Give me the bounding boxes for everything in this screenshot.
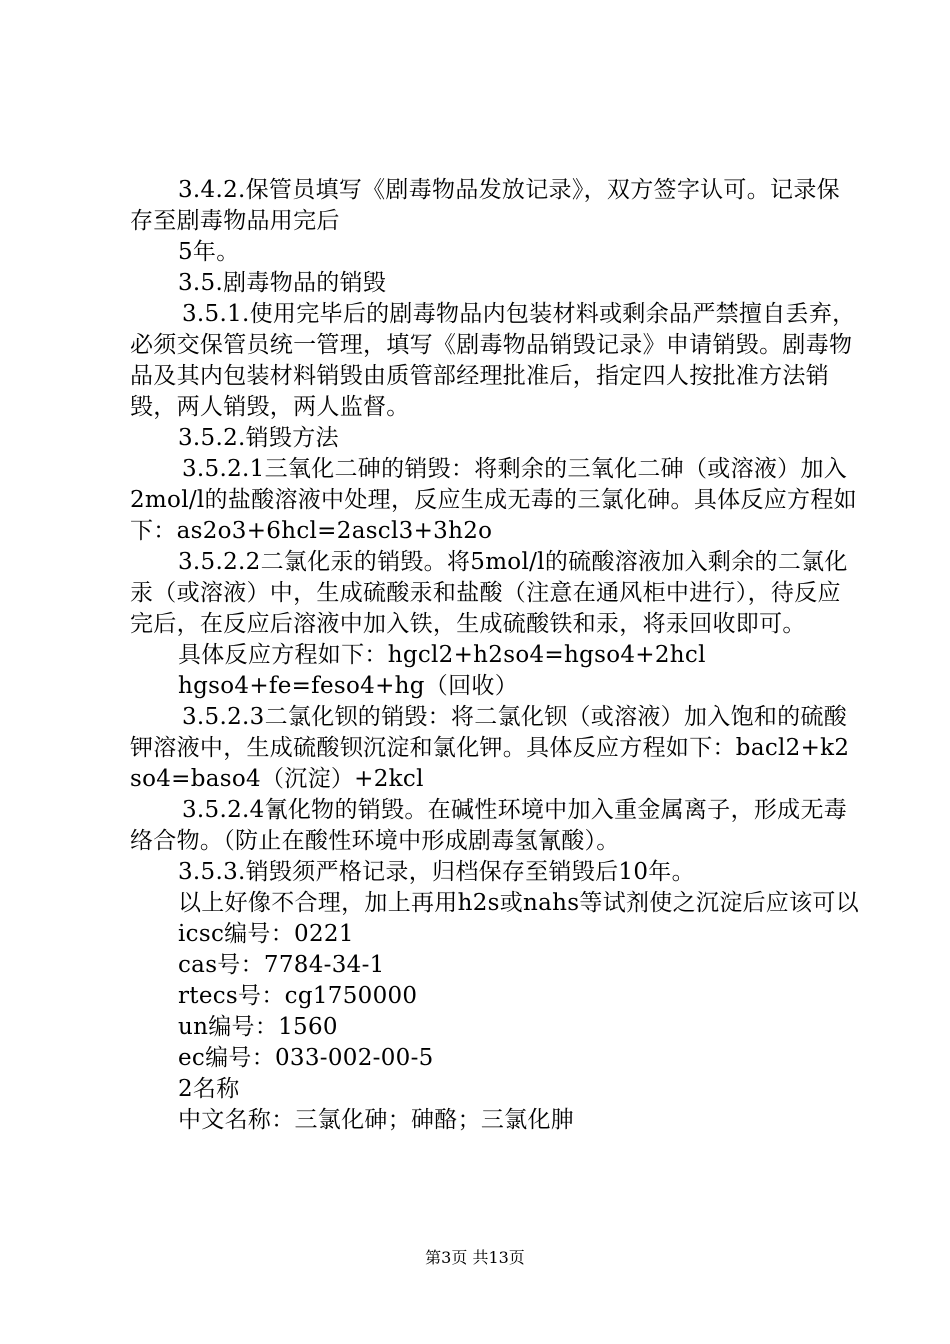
paragraph-five-years: 5年。 bbox=[178, 239, 240, 265]
paragraph-equation-hgso4: hgso4+fe=feso4+hg（回收） bbox=[178, 673, 519, 699]
section-heading-3-5-2: 3.5.2.销毁方法 bbox=[178, 425, 339, 451]
un-number: un编号：1560 bbox=[178, 1014, 338, 1040]
rtecs-number: rtecs号：cg1750000 bbox=[178, 983, 418, 1009]
paragraph-3-5-3: 3.5.3.销毁须严格记录，归档保存至销毁后10年。 bbox=[178, 859, 695, 885]
cas-number: cas号：7784-34-1 bbox=[178, 952, 385, 978]
paragraph-equation-hgcl2: 具体反应方程如下：hgcl2+h2so4=hgso4+2hcl bbox=[178, 642, 706, 668]
paragraph-3-5-1: 3.5.1.使用完毕后的剧毒物品内包装材料或剩余品严禁擅自丢弃，必须交保管员统一管理，填写《剧毒物品销毁记录》申请销毁。剧毒物品及其内包装材料销毁由质管部经理批准后，指定四人按批准方法销毁，两人销毁，两人监督。 bbox=[130, 301, 856, 420]
section-heading-3-5: 3.5.剧毒物品的销毁 bbox=[178, 270, 387, 296]
ec-number: ec编号：033-002-00-5 bbox=[178, 1045, 434, 1071]
paragraph-3-5-2-3: 3.5.2.3二氯化钡的销毁：将二氯化钡（或溶液）加入饱和的硫酸钾溶液中，生成硫酸钡沉淀和氯化钾。具体反应方程如下：bacl2+k2so4=baso4（沉淀）+2kcl bbox=[130, 704, 850, 792]
icsc-number: icsc编号：0221 bbox=[178, 921, 354, 947]
page-number-footer: 第3页 共13页 bbox=[425, 1248, 525, 1267]
paragraph-3-5-2-2: 3.5.2.2二氯化汞的销毁。将5mol/l的硫酸溶液加入剩余的二氯化汞（或溶液）中，生成硫酸汞和盐酸（注意在通风柜中进行），待反应完后，在反应后溶液中加入铁，生成硫酸铁和汞，将汞回收即可。 bbox=[130, 549, 848, 637]
paragraph-3-4-2: 3.4.2.保管员填写《剧毒物品发放记录》，双方签字认可。记录保存至剧毒物品用完后 bbox=[130, 177, 840, 234]
chinese-name: 中文名称：三氯化砷；砷酪；三氯化胂 bbox=[178, 1107, 575, 1133]
paragraph-3-5-2-4: 3.5.2.4氰化物的销毁。在碱性环境中加入重金属离子，形成无毒络合物。（防止在酸性环境中形成剧毒氢氰酸）。 bbox=[130, 797, 848, 854]
paragraph-note: 以上好像不合理，加上再用h2s或nahs等试剂使之沉淀后应该可以 bbox=[178, 890, 859, 916]
document-body bbox=[130, 175, 860, 1136]
section-heading-names: 2名称 bbox=[178, 1076, 240, 1102]
paragraph-3-5-2-1: 3.5.2.1三氧化二砷的销毁：将剩余的三氧化二砷（或溶液）加入2mol/l的盐酸溶液中处理，反应生成无毒的三氯化砷。具体反应方程如下：as2o3+6hcl=2ascl3+3h2o bbox=[130, 456, 857, 544]
